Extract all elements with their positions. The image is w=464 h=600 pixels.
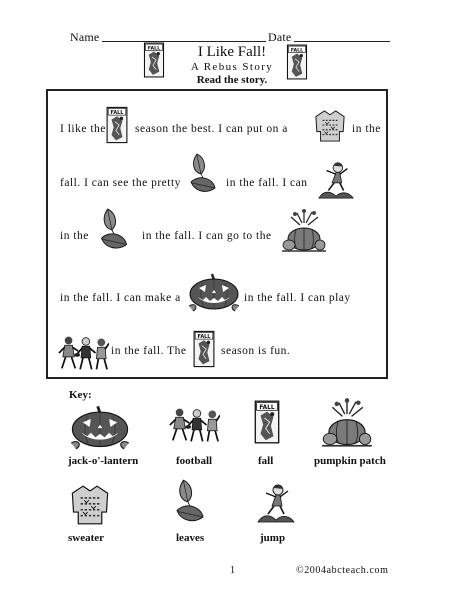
key-label: sweater bbox=[68, 532, 105, 544]
story-text: in the fall. The bbox=[111, 345, 187, 357]
fall-book-icon bbox=[254, 398, 280, 446]
story-text: in the fall. I can go to the bbox=[142, 230, 272, 242]
leaves-icon bbox=[93, 207, 135, 257]
copyright: ©2004abcteach.com bbox=[296, 565, 389, 576]
key-label: pumpkin patch bbox=[314, 455, 386, 467]
story-text: in the fall. I can make a bbox=[60, 292, 181, 304]
story-text: in the fall. I can play bbox=[244, 292, 351, 304]
story-text: fall. I can see the pretty bbox=[60, 177, 181, 189]
key-label: football bbox=[176, 455, 213, 467]
page-subtitle: A Rebus Story bbox=[190, 61, 274, 73]
date-label: Date bbox=[268, 30, 292, 44]
sweater-icon bbox=[314, 109, 346, 143]
sweater-icon bbox=[70, 483, 110, 527]
page-number: 1 bbox=[230, 565, 235, 576]
key-label: fall bbox=[258, 455, 274, 467]
key-label: jump bbox=[260, 532, 286, 544]
story-text: season is fun. bbox=[221, 345, 291, 357]
key-label: jack-o'-lantern bbox=[68, 455, 139, 467]
fall-book-icon bbox=[193, 329, 215, 369]
story-text: in the fall. I can bbox=[226, 177, 308, 189]
key-label: leaves bbox=[176, 532, 205, 544]
leaves-icon bbox=[168, 478, 212, 530]
pumpkin-patch-icon bbox=[322, 396, 372, 448]
page-title: I Like Fall! bbox=[197, 44, 267, 60]
story-text: I like the bbox=[60, 123, 106, 135]
jack-o-lantern-icon bbox=[187, 272, 241, 312]
story-text: in the bbox=[352, 123, 381, 135]
name-label: Name bbox=[70, 30, 100, 44]
leaves-icon bbox=[183, 152, 223, 200]
name-field[interactable] bbox=[102, 41, 266, 42]
football-players-icon bbox=[168, 402, 220, 448]
jack-o-lantern-icon bbox=[68, 404, 132, 450]
football-players-icon bbox=[57, 333, 109, 373]
pumpkin-patch-icon bbox=[282, 207, 326, 253]
story-text: in the bbox=[60, 230, 89, 242]
fall-book-icon bbox=[106, 106, 128, 144]
story-text: season the best. I can put on a bbox=[135, 123, 288, 135]
date-field[interactable] bbox=[294, 41, 390, 42]
key-title: Key: bbox=[69, 389, 92, 401]
jump-child-icon bbox=[316, 160, 356, 200]
jump-child-icon bbox=[256, 482, 296, 524]
instruction: Read the story. bbox=[196, 74, 268, 86]
